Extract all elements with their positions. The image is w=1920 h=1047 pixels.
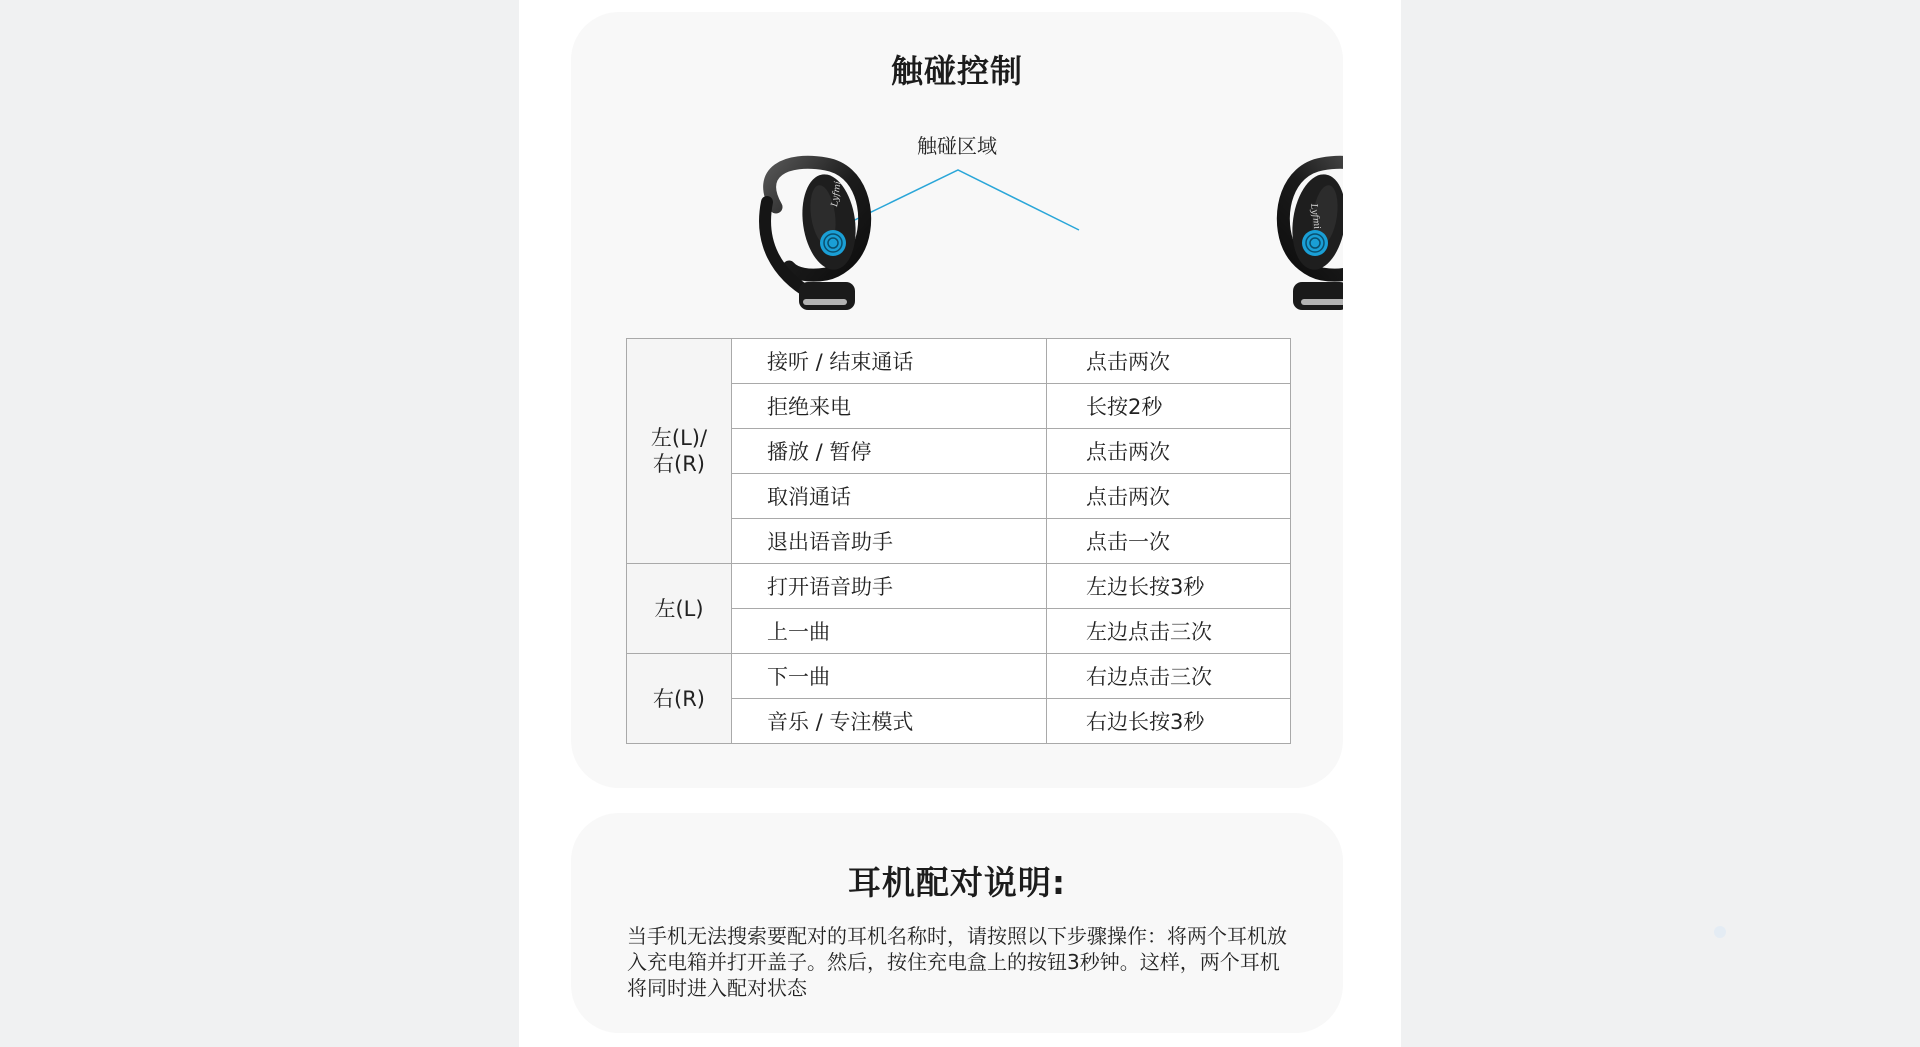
- touch-zone-label: 触碰区域: [917, 134, 997, 158]
- action-cell: 点击两次: [1047, 339, 1291, 384]
- function-cell: 音乐 / 专注模式: [732, 699, 1047, 744]
- pairing-title: 耳机配对说明:: [847, 863, 1067, 902]
- pairing-card: [571, 813, 1343, 1033]
- table-row: [627, 339, 1291, 384]
- content-column: [519, 0, 1401, 1047]
- function-cell: 退出语音助手: [732, 519, 1047, 564]
- action-cell: 长按2秒: [1047, 384, 1291, 429]
- touch-control-table: [626, 338, 1291, 744]
- group-label: 右(R): [653, 686, 705, 711]
- group-label: 左(L): [654, 596, 704, 621]
- pairing-description: 当手机无法搜索要配对的耳机名称时，请按照以下步骤操作：将两个耳机放入充电箱并打开盖子。然后，按住充电盒上的按钮3秒钟。这样，两个耳机将同时进入配对状态: [627, 924, 1287, 1000]
- table-row: [627, 654, 1291, 699]
- group-left: [627, 564, 732, 654]
- action-cell: 左边长按3秒: [1047, 564, 1291, 609]
- function-cell: 播放 / 暂停: [732, 429, 1047, 474]
- right-earbud: [1283, 162, 1343, 310]
- group-label: 右(R): [653, 452, 705, 476]
- function-cell: 取消通话: [732, 474, 1047, 519]
- action-cell: 点击两次: [1047, 429, 1291, 474]
- action-cell: 点击一次: [1047, 519, 1291, 564]
- function-cell: 下一曲: [732, 654, 1047, 699]
- left-brand-mark: Lyfmi: [830, 180, 844, 208]
- action-cell: 点击两次: [1047, 474, 1291, 519]
- table-row: [627, 564, 1291, 609]
- group-right: [627, 654, 732, 744]
- group-left-right: [627, 339, 732, 564]
- action-cell: 左边点击三次: [1047, 609, 1291, 654]
- scroll-indicator[interactable]: [1714, 926, 1726, 938]
- earbuds-illustration: [571, 12, 1343, 332]
- touch-control-title: 触碰控制: [890, 52, 1023, 90]
- touch-control-card: [571, 12, 1343, 788]
- function-cell: 拒绝来电: [732, 384, 1047, 429]
- function-cell: 接听 / 结束通话: [732, 339, 1047, 384]
- action-cell: 右边点击三次: [1047, 654, 1291, 699]
- group-label: 左(L)/: [650, 426, 708, 450]
- right-brand-mark: Lyfmi: [1308, 203, 1322, 230]
- function-cell: 打开语音助手: [732, 564, 1047, 609]
- action-cell: 右边长按3秒: [1047, 699, 1291, 744]
- left-earbud: [765, 162, 865, 310]
- function-cell: 上一曲: [732, 609, 1047, 654]
